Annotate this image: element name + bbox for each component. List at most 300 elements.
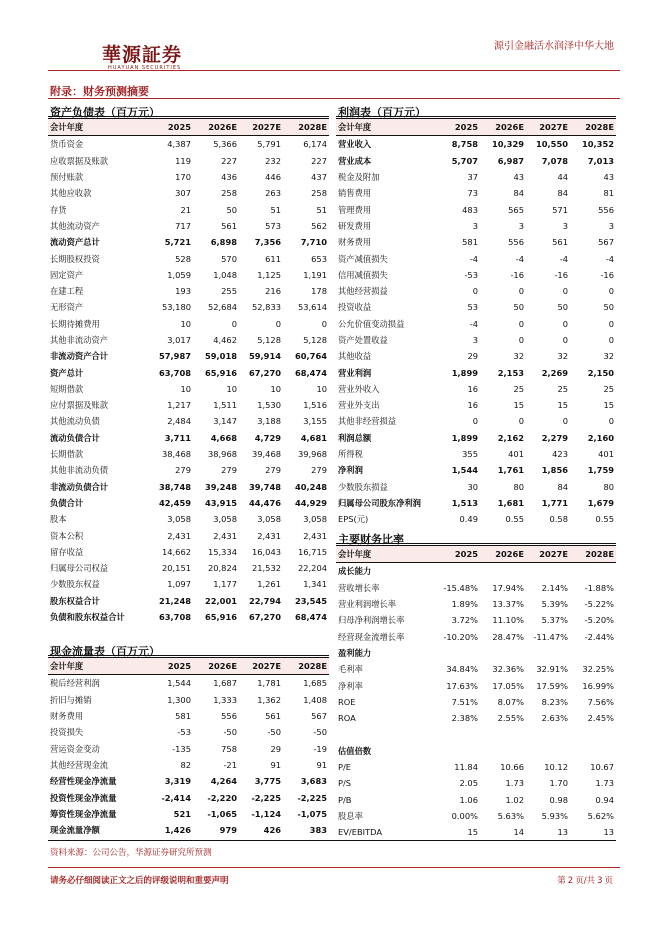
row-value: 263 — [265, 188, 281, 199]
row-value: 39,248 — [204, 481, 237, 492]
row-value: 7,710 — [300, 237, 327, 248]
row-value: 2,431 — [303, 530, 327, 541]
row-value: 0 — [472, 416, 478, 427]
table-row — [48, 250, 329, 266]
row-value: 0 — [562, 286, 568, 297]
page-current: 2 — [567, 876, 574, 886]
row-value: 40,248 — [294, 481, 327, 492]
row-value: 383 — [309, 825, 327, 836]
cashflow-table — [48, 657, 329, 838]
row-label: 毛利率 — [338, 664, 363, 675]
table-row — [336, 775, 616, 791]
row-value: 1,687 — [213, 678, 237, 689]
table-row — [48, 675, 329, 692]
row-label: 其他收益 — [338, 351, 372, 362]
row-value: -4 — [469, 253, 478, 264]
table-row — [48, 316, 329, 332]
header-year: 2026E — [193, 119, 239, 136]
row-value: 279 — [265, 465, 281, 476]
row-value: 758 — [221, 743, 237, 754]
row-value: 52,833 — [251, 302, 281, 313]
row-value: -2,225 — [251, 792, 281, 803]
row-value — [436, 563, 480, 580]
balance-sheet-title: 资产负债表（百万元） — [50, 106, 160, 119]
row-value: 81 — [603, 188, 614, 199]
row-value — [436, 743, 480, 759]
row-value: -16 — [510, 269, 524, 280]
row-value: 1,679 — [587, 497, 614, 508]
row-value: 0.00% — [451, 810, 478, 821]
header-year: 2025 — [436, 546, 480, 563]
row-label: 其他经营损益 — [338, 286, 388, 297]
row-value: 2,431 — [213, 530, 237, 541]
row-value: 4,681 — [300, 432, 327, 443]
row-value: 13.37% — [492, 599, 524, 610]
table-row — [48, 560, 329, 576]
row-label: 其他流动资产 — [50, 220, 100, 231]
table-row — [48, 527, 329, 543]
row-value: 10 — [180, 383, 191, 394]
header-year: 2026E — [480, 546, 526, 563]
row-value: 2,150 — [587, 367, 614, 378]
table-row — [336, 364, 616, 380]
table-row — [336, 743, 616, 759]
row-value: 570 — [221, 253, 237, 264]
row-value: 255 — [221, 286, 237, 297]
row-label: 其他经营现金流 — [50, 759, 109, 770]
row-value: 29 — [467, 351, 478, 362]
table-row — [336, 726, 616, 742]
table-row — [336, 136, 616, 153]
row-label: 归属母公司股东净利润 — [338, 497, 421, 508]
row-value: 59,914 — [248, 351, 281, 362]
row-value: 5.39% — [541, 599, 568, 610]
header-year: 2027E — [239, 119, 283, 136]
row-value: -1,065 — [207, 808, 237, 819]
row-value: 571 — [552, 204, 568, 215]
row-value: 483 — [462, 204, 478, 215]
table-row — [336, 397, 616, 413]
row-label: P/B — [338, 794, 352, 805]
row-label: 固定资产 — [50, 269, 84, 280]
row-label: 其他应收款 — [50, 188, 92, 199]
row-value: 3 — [608, 220, 614, 231]
header-year: 2027E — [526, 546, 570, 563]
row-value: 5.37% — [541, 615, 568, 626]
row-value: 6,174 — [303, 139, 327, 150]
row-value: 38,468 — [161, 449, 191, 460]
row-value: 60,764 — [294, 351, 327, 362]
ratios-table — [336, 545, 616, 840]
row-label: 营业利润增长率 — [338, 599, 397, 610]
header-year: 2027E — [239, 658, 283, 675]
table-row — [336, 645, 616, 661]
row-label: 财务费用 — [338, 237, 372, 248]
table-row — [336, 234, 616, 250]
row-label: ROA — [338, 713, 356, 724]
section-underline — [336, 116, 616, 117]
row-value: 567 — [311, 711, 327, 722]
header-label: 会计年度 — [336, 119, 436, 136]
row-value: 10,329 — [491, 139, 524, 150]
row-value: 1,341 — [303, 579, 327, 590]
row-value: 91 — [316, 759, 327, 770]
row-value: 38,748 — [158, 481, 191, 492]
row-value: 42,459 — [158, 497, 191, 508]
row-value: 1,125 — [257, 269, 281, 280]
row-value: -21 — [223, 759, 237, 770]
row-value: 11.84 — [454, 762, 478, 772]
ratios-title: 主要财务比率 — [338, 533, 404, 546]
table-row — [48, 576, 329, 592]
income-statement-table — [336, 118, 616, 527]
row-value: 51 — [270, 204, 281, 215]
table-row — [336, 201, 616, 217]
row-value: -4 — [515, 253, 524, 264]
row-value: 52,684 — [207, 302, 237, 313]
row-value: 2.38% — [451, 713, 478, 724]
header-year: 2025 — [436, 119, 480, 136]
row-value: 0 — [472, 286, 478, 297]
row-label: 折旧与摊销 — [50, 694, 92, 705]
row-value: 0 — [231, 318, 237, 329]
row-value: 22,794 — [248, 595, 281, 606]
row-value: 1,530 — [257, 400, 281, 411]
row-value: 979 — [219, 825, 237, 836]
row-value: 29 — [270, 743, 281, 754]
table-row — [336, 413, 616, 429]
row-value: 0.98 — [549, 794, 568, 805]
row-value: 5.62% — [587, 810, 614, 821]
row-value: 2,431 — [257, 530, 281, 541]
table-row — [336, 596, 616, 612]
row-label: 股息率 — [338, 810, 363, 821]
row-value: 43 — [513, 172, 524, 183]
row-value: -2,220 — [207, 792, 237, 803]
row-value: 1,511 — [213, 400, 237, 411]
row-label: 投资收益 — [338, 302, 372, 313]
row-value: -19 — [313, 743, 327, 754]
row-value: 3 — [472, 335, 478, 345]
row-label: 估值倍数 — [338, 745, 372, 756]
row-value: 0.94 — [595, 794, 614, 805]
row-value: 0 — [608, 318, 614, 329]
row-value: 25 — [513, 383, 524, 394]
row-label: 所得税 — [338, 449, 363, 460]
row-label: 归母净利润增长率 — [338, 615, 405, 626]
row-value: 1,513 — [451, 497, 478, 508]
row-value: 556 — [508, 237, 524, 248]
row-value: 1.73 — [505, 778, 524, 789]
row-value: 23,545 — [294, 595, 327, 606]
table-row — [48, 299, 329, 315]
row-label: 负债合计 — [50, 497, 84, 508]
table-row — [48, 136, 329, 153]
row-label: 信用减值损失 — [338, 269, 388, 280]
row-value — [570, 645, 616, 661]
row-label: 长期股权投资 — [50, 253, 100, 264]
row-label: 公允价值变动损益 — [338, 318, 405, 329]
row-value: 10 — [180, 318, 191, 329]
row-value: 2,484 — [167, 416, 191, 427]
table-row — [336, 430, 616, 446]
row-value: 401 — [598, 449, 614, 460]
page-suffix: 页 — [604, 876, 613, 886]
row-value: 16 — [467, 400, 478, 411]
header-year: 2028E — [570, 546, 616, 563]
row-value: -1,075 — [297, 808, 327, 819]
row-value: 0 — [562, 318, 568, 329]
row-value: 7,356 — [254, 237, 281, 248]
row-value: 4,729 — [254, 432, 281, 443]
header-year: 2025 — [149, 658, 193, 675]
header-year: 2028E — [283, 119, 329, 136]
row-value: -2,225 — [297, 792, 327, 803]
table-row — [336, 495, 616, 511]
row-value: 57,987 — [158, 351, 191, 362]
row-value: 22,204 — [297, 563, 327, 574]
row-label: 资产总计 — [50, 367, 84, 378]
table-row — [48, 822, 329, 838]
row-value: 1,300 — [167, 694, 191, 705]
row-value: 38,968 — [207, 449, 237, 460]
table-row — [48, 348, 329, 364]
row-value: 59,018 — [204, 351, 237, 362]
row-value: 10 — [316, 383, 327, 394]
table-row — [336, 759, 616, 775]
row-value: 6,987 — [497, 155, 524, 166]
row-label: 成长能力 — [338, 566, 372, 577]
row-value: 2.45% — [587, 713, 614, 724]
row-value: 556 — [221, 711, 237, 722]
row-value: 279 — [311, 465, 327, 476]
row-value: 11.10% — [492, 615, 524, 626]
row-label — [336, 726, 436, 742]
row-value — [436, 726, 480, 742]
row-value: 21 — [180, 204, 191, 215]
row-value: 82 — [180, 759, 191, 770]
row-value: 1.89% — [451, 599, 478, 610]
row-label: 资产处置收益 — [338, 335, 388, 345]
row-value — [480, 563, 526, 580]
row-value: 0 — [562, 416, 568, 427]
table-row — [48, 364, 329, 380]
row-value: -4 — [469, 318, 478, 329]
row-value: 2.55% — [497, 713, 524, 724]
row-value: 1.02 — [505, 794, 524, 805]
logo-subtext: HUAYUAN SECURITIES — [108, 65, 182, 71]
row-value: 279 — [175, 465, 191, 476]
row-value: 0 — [608, 286, 614, 297]
row-value: 258 — [311, 188, 327, 199]
row-label: 税金及附加 — [338, 172, 380, 183]
row-value: 3,683 — [300, 776, 327, 787]
table-row — [336, 710, 616, 726]
row-value: 1.06 — [459, 794, 478, 805]
row-label: 少数股东权益 — [50, 579, 100, 590]
row-value: 91 — [270, 759, 281, 770]
row-value: 0 — [518, 318, 524, 329]
row-value: 562 — [311, 220, 327, 231]
page-middle: 页/共 — [575, 876, 596, 886]
row-value: 80 — [513, 481, 524, 492]
row-value: 2,162 — [497, 432, 524, 443]
section-underline — [336, 543, 616, 544]
row-label: 少数股东损益 — [338, 481, 388, 492]
row-value: 32 — [603, 351, 614, 362]
row-label: 净利润 — [338, 465, 363, 476]
table-row — [336, 381, 616, 397]
row-value: -5.20% — [584, 615, 614, 626]
row-value: 51 — [316, 204, 327, 215]
row-value: 5,791 — [257, 139, 281, 150]
row-value: 1,759 — [587, 465, 614, 476]
row-value: 2,431 — [167, 530, 191, 541]
row-value: 258 — [221, 188, 237, 199]
row-value: 5.63% — [497, 810, 524, 821]
row-label: 研发费用 — [338, 220, 372, 231]
source-divider — [48, 840, 616, 841]
row-value: 17.94% — [492, 582, 524, 593]
row-value: 307 — [175, 188, 191, 199]
table-header-row — [336, 546, 616, 563]
row-value — [526, 743, 570, 759]
table-row — [336, 283, 616, 299]
row-label: 应收票据及账款 — [50, 155, 109, 166]
row-value: 3.72% — [451, 615, 478, 626]
row-value: 1,544 — [167, 678, 191, 689]
row-label: EPS(元) — [338, 514, 369, 525]
table-row — [48, 806, 329, 822]
row-value: 15 — [557, 400, 568, 411]
table-row — [48, 430, 329, 446]
table-row — [336, 808, 616, 824]
row-value: 565 — [508, 204, 524, 215]
table-row — [48, 283, 329, 299]
section-underline — [48, 655, 329, 656]
table-row — [336, 153, 616, 169]
row-value: 7.51% — [451, 696, 478, 707]
row-label: 财务费用 — [50, 711, 84, 722]
row-value: 3,017 — [167, 335, 191, 345]
table-row — [48, 381, 329, 397]
page-total: 3 — [597, 876, 603, 886]
row-value: 0 — [562, 335, 568, 345]
header-year: 2025 — [149, 119, 193, 136]
row-label: 营业外收入 — [338, 383, 380, 394]
row-value: 2,269 — [541, 367, 568, 378]
row-value: 32 — [557, 351, 568, 362]
row-value: 3,155 — [303, 416, 327, 427]
income-statement-title: 利润表（百万元） — [338, 106, 426, 119]
row-label: 筹资性现金净流量 — [50, 808, 117, 819]
row-value: 528 — [175, 253, 191, 264]
row-label: 资产减值损失 — [338, 253, 388, 264]
row-value: 39,748 — [248, 481, 281, 492]
row-value: 355 — [462, 449, 478, 460]
row-value: 8.23% — [541, 696, 568, 707]
table-row — [336, 628, 616, 644]
row-value: 561 — [552, 237, 568, 248]
row-value: 1,899 — [451, 367, 478, 378]
row-value: 20,824 — [207, 563, 237, 574]
row-value: 2.63% — [541, 713, 568, 724]
table-row — [48, 692, 329, 708]
table-row — [48, 153, 329, 169]
balance-sheet-table — [48, 118, 329, 625]
row-label: 现金流量净额 — [50, 825, 100, 836]
row-value: 1.70 — [549, 778, 568, 789]
table-row — [48, 609, 329, 625]
table-row — [48, 511, 329, 527]
row-value: 2.14% — [541, 582, 568, 593]
row-value: 5,707 — [451, 155, 478, 166]
table-header-row — [48, 119, 329, 136]
table-row — [48, 544, 329, 560]
table-row — [48, 201, 329, 217]
row-value: 1,856 — [541, 465, 568, 476]
row-value: 5,128 — [303, 335, 327, 345]
row-value: 25 — [557, 383, 568, 394]
table-row — [48, 495, 329, 511]
row-value: 581 — [462, 237, 478, 248]
row-label: 营收增长率 — [338, 582, 380, 593]
row-value: -2.44% — [584, 631, 614, 642]
row-value: -15.48% — [443, 582, 478, 593]
table-row — [48, 169, 329, 185]
row-label: P/E — [338, 762, 352, 772]
header-label: 会计年度 — [48, 119, 149, 136]
row-value: 3,188 — [257, 416, 281, 427]
header-year: 2026E — [193, 658, 239, 675]
row-value: 50 — [226, 204, 237, 215]
row-value: 446 — [265, 172, 281, 183]
row-value: 3 — [472, 220, 478, 231]
row-value: 10,550 — [535, 139, 568, 150]
row-label: 投资损失 — [50, 727, 84, 738]
row-value: 15 — [467, 827, 478, 838]
row-value: 5.93% — [541, 810, 568, 821]
row-label: 其他非流动负债 — [50, 465, 109, 476]
cashflow-title: 现金流量表（百万元） — [50, 645, 160, 658]
row-value: -53 — [177, 727, 191, 738]
table-row — [48, 773, 329, 789]
row-value: 16,715 — [297, 546, 327, 557]
row-value: -4 — [605, 253, 614, 264]
row-value: 50 — [557, 302, 568, 313]
row-label: 经营现金流增长率 — [338, 631, 405, 642]
row-value: 21,532 — [251, 563, 281, 574]
row-value: 3,775 — [254, 776, 281, 787]
row-value: 521 — [173, 808, 191, 819]
footer-disclaimer: 请务必仔细阅读正文之后的评级说明和重要声明 — [50, 876, 229, 886]
row-value: 15 — [513, 400, 524, 411]
row-value: 1,544 — [451, 465, 478, 476]
row-value: 16 — [467, 383, 478, 394]
row-value: 80 — [603, 481, 614, 492]
row-value: 32.36% — [492, 664, 524, 675]
row-value: 53,180 — [161, 302, 191, 313]
row-label: 盈利能力 — [338, 647, 372, 658]
row-label: 预付账款 — [50, 172, 84, 183]
row-value: 279 — [221, 465, 237, 476]
row-value: 17.63% — [446, 680, 478, 691]
table-row — [48, 397, 329, 413]
row-value: 34.84% — [446, 664, 478, 675]
row-value: 227 — [221, 155, 237, 166]
row-value: 567 — [598, 237, 614, 248]
row-value: 561 — [265, 711, 281, 722]
